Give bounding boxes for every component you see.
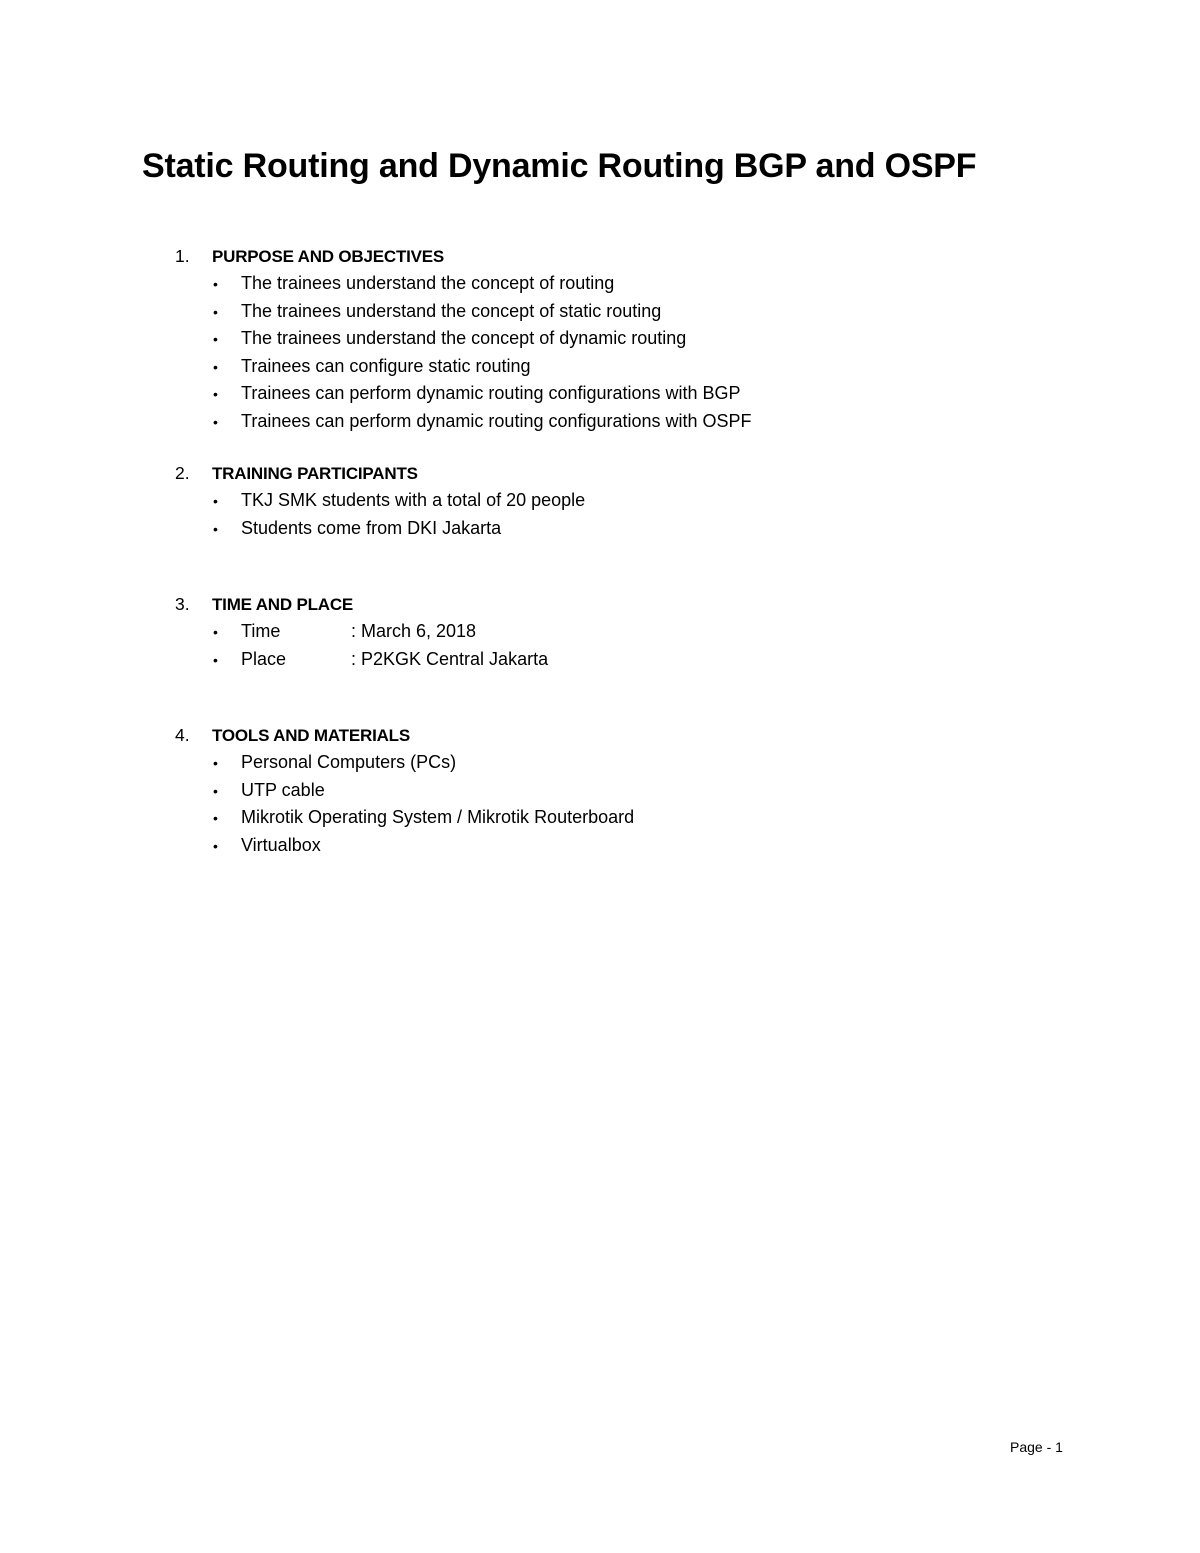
list-item	[175, 298, 1075, 326]
list-item	[175, 777, 1075, 805]
section-training-participants	[175, 459, 1075, 542]
time-value: : March 6, 2018	[351, 621, 477, 641]
bullet-icon: •	[213, 624, 218, 640]
section-title: PURPOSE AND OBJECTIVES	[212, 247, 445, 266]
place-label: Place	[241, 648, 287, 669]
bullet-icon: •	[213, 303, 218, 320]
list-item	[175, 380, 1075, 408]
list-item-text: Trainees can perform dynamic routing configurations with BGP	[241, 383, 741, 404]
list-item-text	[241, 646, 548, 674]
list-item	[175, 325, 1075, 353]
section-heading	[175, 721, 1075, 749]
bullet-list	[175, 749, 1075, 859]
bullet-icon: •	[213, 413, 218, 430]
bullet-icon: •	[213, 520, 218, 537]
list-item	[175, 353, 1075, 381]
section-time-and-place	[175, 590, 1075, 673]
section-number: 1.	[175, 246, 190, 266]
list-item-text: Personal Computers (PCs)	[241, 752, 457, 772]
page-number-footer: Page - 1	[1010, 1439, 1063, 1455]
section-number: 4.	[175, 725, 190, 745]
list-item-text: Trainees can perform dynamic routing configurations with OSPF	[241, 410, 752, 431]
list-item	[175, 618, 1075, 646]
list-item	[175, 270, 1075, 298]
time-label: Time	[241, 621, 281, 641]
bullet-icon: •	[213, 755, 218, 771]
bullet-icon: •	[213, 837, 218, 854]
list-item	[175, 487, 1075, 515]
list-item-text: Virtualbox	[241, 834, 321, 855]
bullet-icon: •	[213, 331, 218, 348]
list-item-text: The trainees understand the concept of static routing	[241, 300, 662, 321]
list-item-text: The trainees understand the concept of routing	[241, 273, 615, 293]
section-title: TIME AND PLACE	[212, 595, 354, 614]
bullet-icon: •	[213, 276, 218, 292]
section-heading	[175, 590, 1075, 618]
section-heading	[175, 242, 1075, 270]
list-item-text: Trainees can configure static routing	[241, 355, 531, 376]
list-item-text: The trainees understand the concept of dynamic routing	[241, 328, 687, 349]
bullet-icon: •	[213, 386, 218, 403]
section-purpose-and-objectives	[175, 242, 1075, 436]
list-item	[175, 646, 1075, 674]
list-item-text: TKJ SMK students with a total of 20 people	[241, 490, 586, 510]
bullet-icon: •	[213, 782, 218, 799]
section-title: TOOLS AND MATERIALS	[212, 726, 410, 745]
bullet-icon: •	[213, 810, 218, 827]
list-item	[175, 408, 1075, 436]
bullet-list	[175, 618, 1075, 673]
document-title: Static Routing and Dynamic Routing BGP and OSPF	[142, 147, 977, 185]
list-item-text: Mikrotik Operating System / Mikrotik Routerboard	[241, 807, 635, 828]
section-heading	[175, 459, 1075, 487]
list-item	[175, 749, 1075, 777]
list-item-text	[241, 618, 476, 646]
list-item-text: Students come from DKI Jakarta	[241, 517, 502, 538]
place-value: : P2KGK Central Jakarta	[351, 648, 549, 669]
bullet-icon: •	[213, 493, 218, 509]
section-title: TRAINING PARTICIPANTS	[212, 464, 418, 483]
section-number: 3.	[175, 594, 190, 614]
section-number: 2.	[175, 463, 190, 483]
bullet-list	[175, 487, 1075, 542]
list-item-text: UTP cable	[241, 779, 325, 800]
list-item	[175, 832, 1075, 860]
bullet-icon: •	[213, 358, 218, 375]
list-item	[175, 515, 1075, 543]
bullet-icon: •	[213, 651, 218, 668]
list-item	[175, 804, 1075, 832]
bullet-list	[175, 270, 1075, 436]
section-tools-and-materials	[175, 721, 1075, 859]
